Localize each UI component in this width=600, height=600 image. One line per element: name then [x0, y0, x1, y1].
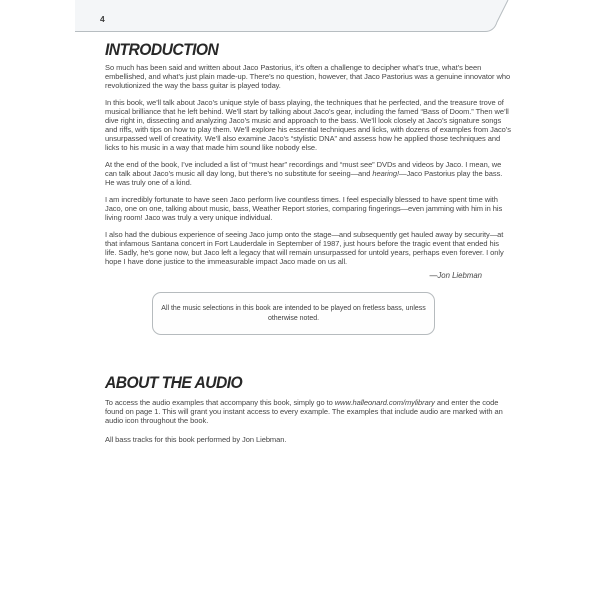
- intro-paragraph-1: So much has been said and written about Jaco Pastorius, it’s often a challenge to decipher what’s true, what’s been embellished, and what’s just plain made-up. There’s no question, however, that Jaco Pastorius was a genuine innovator who revolutionized the way the bass guitar is played today.: [105, 63, 511, 90]
- page-header-band: [0, 0, 600, 36]
- page-number: 4: [100, 14, 105, 24]
- about-audio-paragraph-1-pre: To access the audio examples that accompany this book, simply go to: [105, 398, 335, 407]
- intro-paragraph-3: [105, 160, 512, 187]
- about-audio-paragraph-1-post: and enter the code found on page 1. This will grant you instant access to every example. The examples that include audio are marked with an audio icon throughout the book.: [105, 398, 503, 425]
- about-audio-paragraph-1: [105, 398, 512, 425]
- introduction-title: INTRODUCTION: [105, 40, 219, 59]
- fretless-bass-note-box: [152, 292, 435, 335]
- intro-paragraph-3-pre: At the end of the book, I’ve included a list of “must hear” recordings and “must see” DVDs and videos by Jaco. I mean, we can talk about Jaco’s music all day long, but there’s no substitute for seeing—and: [105, 160, 502, 178]
- about-audio-title: ABOUT THE AUDIO: [105, 373, 243, 392]
- intro-paragraph-2: In this book, we’ll talk about Jaco’s unique style of bass playing, the techniques that he perfected, and the treasure trove of musical brilliance that he left behind. We’ll start by talking about Jaco’s gear, including the famed “Bass of Doom.” Then we’ll dive right in, dissecting and analyzing Jaco’s music and approach to the bass. We’ll look closely at Jaco’s signature songs and riffs, with tips on how to play them. We’ll explore his essential techniques and licks, with dozens of examples from Jaco’s unsurpassed well of creativity. We’ll also examine Jaco’s “stylistic DNA” and assess how he applied those techniques and licks to his music in a way that made him sound like nobody else.: [105, 98, 511, 152]
- introduction-section: [105, 41, 512, 266]
- intro-paragraph-3-post: —Jaco Pastorius play the bass. He was truly one of a kind.: [105, 169, 503, 187]
- bass-tracks-credit-line: All bass tracks for this book performed by Jon Liebman.: [105, 435, 287, 444]
- author-signature: —Jon Liebman: [429, 271, 482, 280]
- header-band-fill: [75, 0, 508, 32]
- intro-paragraph-4: I am incredibly fortunate to have seen Jaco perform live countless times. I feel especially blessed to have spent time with Jaco, one on one, talking about music, bass, Weather Report stories, comparing fingerings—even jamming with him in his living room! Jaco was truly a very unique individual.: [105, 195, 503, 222]
- audio-library-url: www.halleonard.com/mylibrary: [334, 398, 435, 407]
- about-audio-section: [105, 374, 512, 444]
- fretless-bass-note-text: All the music selections in this book are intended to be played on fretless bass, unless otherwise noted.: [161, 304, 426, 322]
- intro-paragraph-3-emphasis: hearing!: [372, 169, 400, 178]
- intro-paragraph-5: I also had the dubious experience of seeing Jaco jump onto the stage—and subsequently get hauled away by security—at that infamous Santana concert in Fort Lauderdale in September of 1987, just hours before the tragic event that ended his life. Sadly, he’s gone now, but Jaco left a legacy that will remain unsurpassed for untold years, perhaps even forever. I only hope I have done justice to the immeasurable impact Jaco made on us all.: [105, 230, 504, 266]
